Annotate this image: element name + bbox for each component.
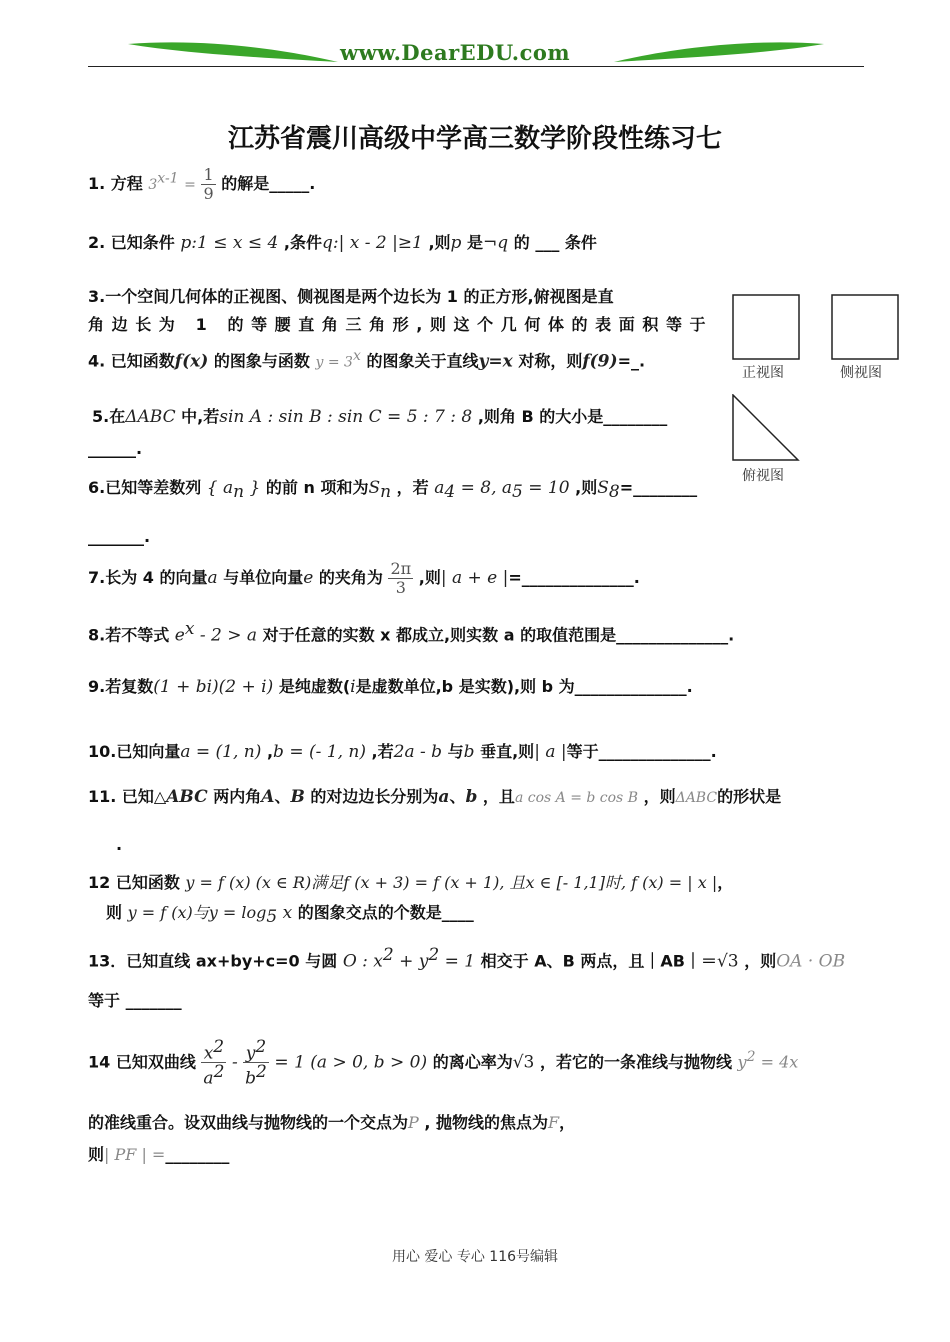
question-9: 9.若复数(1 + bi)(2 + i) 是纯虚数(i是虚数单位,b 是实数),则 b 为______________. [88,677,693,697]
fraction-one-ninth: $\frac{1}{9}$ [203,165,214,203]
fraction-two-pi-thirds: $\frac{2\pi}{3}$ [390,559,412,597]
top-view-caption: 俯视图 [742,468,784,484]
question-3-line1: 3.一个空间几何体的正视图、侧视图是两个边长为 1 的正方形,俯视图是直 [88,287,614,306]
question-2: 2. 已知条件 p:1 ≤ x ≤ 4 ,条件q:| x - 2 |≥1 ,则p 是¬q 的 ___ 条件 [88,233,597,253]
side-view-square [831,294,901,362]
front-view-square [732,294,802,362]
question-12-line2: 则 y = f (x)与$y = \log_5 x$ 的图象交点的个数是____ [106,903,474,928]
question-6: 6.已知等差数列 { $a_n$ } 的前 n 项和为$S_n$ ，若 $a_4 = 8$, $a_5 = 10$ ,则$S_8=\_\_\_\_\_\_\_\_$ [88,478,698,503]
left-swoosh-icon [128,42,338,62]
question-5: 5.在ΔABC 中,若sin A : sin B : sin C = 5 : 7 : 8 ,则角 B 的大小是________ [92,407,668,427]
question-14-line3: 则| PF | =________ [88,1145,230,1164]
question-11-line2: . [116,835,123,854]
side-view-caption: 侧视图 [840,365,882,381]
question-7: 7.长为 4 的向量a 与单位向量e 的夹角为 $\frac{2\pi}{3}$ ,则| a + e |=______________. [88,559,640,597]
question-13-line2: 等于 _______ [88,991,182,1010]
page-title: 江苏省震川高级中学高三数学阶段性练习七 [227,124,722,154]
top-view-triangle [732,394,802,462]
question-10: 10.已知向量a = (1, n) ,b = (- 1, n) ,若2a - b 与b 垂直,则| a |等于______________. [88,742,717,762]
question-1: 1. 方程 3$^{x-1}$ = $\frac{1}{9}$ 的解是_____. [88,165,316,203]
question-6-line2: _______. [88,527,151,546]
question-4: 4. 已知函数f(x) 的图象与函数 $y = 3^x$ 的图象关于直线y=x 对称，则f(9)=_. [88,348,646,372]
right-swoosh-icon [614,42,824,62]
question-8: 8.若不等式 $e^x - 2 > a$ 对于任意的实数 x 都成立,则实数 a 的取值范围是______________. [88,619,735,646]
header-rule [88,66,864,67]
question-14-line2: 的准线重合。设双曲线与抛物线的一个交点为P , 抛物线的焦点为F， [88,1113,576,1132]
question-5-line2: ______. [88,439,143,458]
front-view-caption: 正视图 [742,365,784,381]
question-14: 14 已知双曲线 $\frac{x^2}{a^2}$ - $\frac{y^2}{b^2}$ = 1 (a > 0, b > 0) 的离心率为√3 ，若它的一条准线与抛物线 $y^2 = 4x$ [88,1037,799,1089]
question-12: 12 已知函数 y = f (x) (x ∈ R)满足f (x + 3) = f (x + 1), 且x ∈ [- 1,1]时, f (x) = | x |， [88,873,734,892]
fraction-x2-a2: $\frac{x^2}{a^2}$ [203,1037,225,1089]
question-11: 11. 已知△ABC 两内角A、B 的对边边长分别为a、b ，且a cos A = b cos B ，则ΔABC的形状是 [88,787,782,807]
site-logo-text: www.DearEDU.com [340,40,571,65]
question-13: 13．已知直线 ax+by+c=0 与圆 O : $x^2 + y^2 = 1$ 相交于 A、B 两点，且｜AB｜＝√3 ，则OA · OB [88,945,846,972]
fraction-y2-b2: $\frac{y^2}{b^2}$ [245,1037,267,1089]
page-footer: 用心 爱心 专心 116号编辑 [391,1249,559,1265]
question-3-line2: 角边长为 1 的等腰直角三角形,则这个几何体的表面积等于 [88,315,714,334]
